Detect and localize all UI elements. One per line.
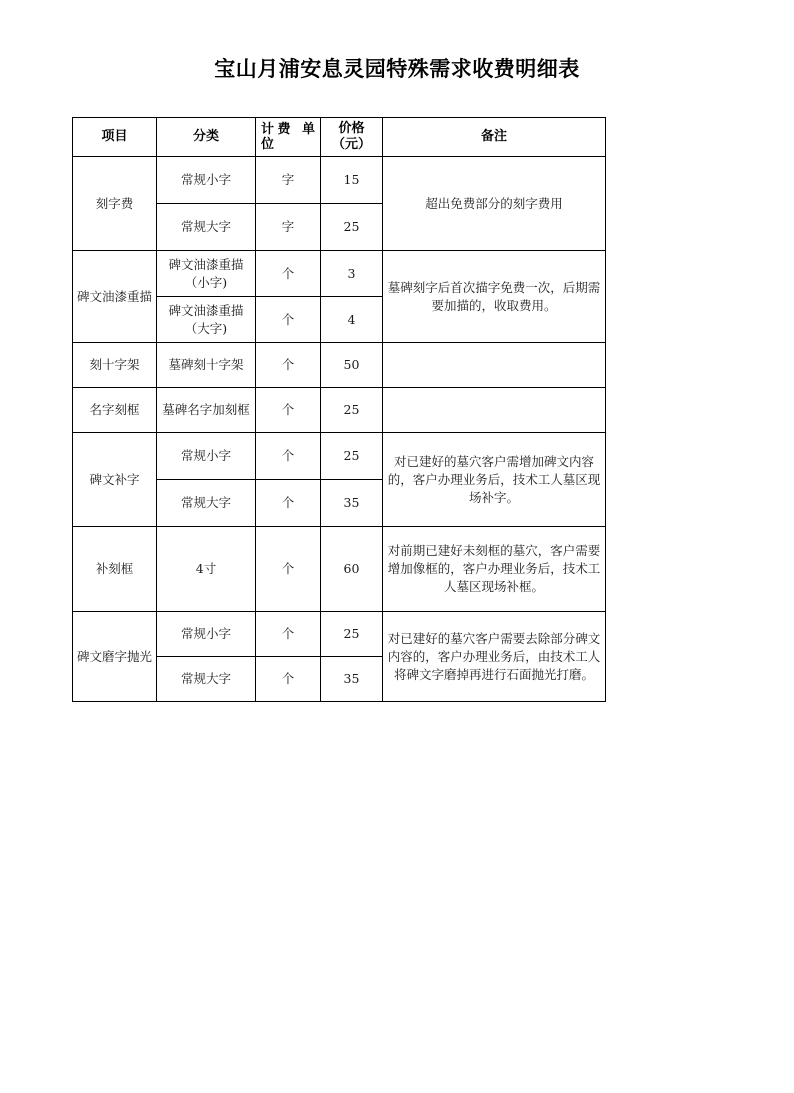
cell-item: 碑文磨字抛光 xyxy=(73,612,157,702)
cell-remark: 对已建好的墓穴客户需要去除部分碑文内容的，客户办理业务后，由技术工人将碑文字磨掉再进行石面抛光打磨。 xyxy=(383,612,606,702)
cell-price: 25 xyxy=(321,612,383,657)
cell-category-line2: （小字) xyxy=(184,274,228,290)
cell-unit: 个 xyxy=(256,297,321,343)
cell-price: 50 xyxy=(321,343,383,388)
cell-unit: 个 xyxy=(256,657,321,702)
column-header-unit-line1: 计费 单 xyxy=(261,122,315,137)
cell-item: 名字刻框 xyxy=(73,388,157,433)
cell-category-line2: （大字) xyxy=(184,320,228,336)
column-header-price-line2: （元） xyxy=(331,137,371,152)
cell-unit: 个 xyxy=(256,480,321,527)
cell-category: 常规小字 xyxy=(157,433,256,480)
cell-unit: 个 xyxy=(256,251,321,297)
cell-category xyxy=(157,251,256,297)
cell-price: 3 xyxy=(321,251,383,297)
cell-category: 常规大字 xyxy=(157,480,256,527)
cell-price: 25 xyxy=(321,388,383,433)
fee-table-container xyxy=(72,117,605,702)
fee-table xyxy=(72,117,606,702)
column-header-price xyxy=(321,118,383,157)
cell-price: 25 xyxy=(321,433,383,480)
table-header xyxy=(73,118,606,157)
column-header-unit xyxy=(256,118,321,157)
table-row xyxy=(73,343,606,388)
table-row xyxy=(73,433,606,480)
cell-item: 刻字费 xyxy=(73,157,157,251)
cell-category: 墓碑名字加刻框 xyxy=(157,388,256,433)
cell-remark xyxy=(383,343,606,388)
cell-price: 15 xyxy=(321,157,383,204)
cell-category xyxy=(157,297,256,343)
cell-category-line1: 碑文油漆重描 xyxy=(168,256,244,272)
cell-item: 补刻框 xyxy=(73,527,157,612)
cell-price: 60 xyxy=(321,527,383,612)
cell-remark: 对前期已建好未刻框的墓穴，客户需要增加像框的，客户办理业务后，技术工人墓区现场补框。 xyxy=(383,527,606,612)
cell-category: 常规大字 xyxy=(157,204,256,251)
cell-category: 常规小字 xyxy=(157,157,256,204)
column-header-item: 项目 xyxy=(73,118,157,157)
table-body xyxy=(73,157,606,702)
column-header-price-line1: 价格 xyxy=(338,121,365,136)
cell-remark: 墓碑刻字后首次描字免费一次，后期需要加描的，收取费用。 xyxy=(383,251,606,343)
cell-item: 碑文油漆重描 xyxy=(73,251,157,343)
table-row xyxy=(73,157,606,204)
cell-unit: 个 xyxy=(256,343,321,388)
table-row xyxy=(73,527,606,612)
cell-remark xyxy=(383,388,606,433)
table-header-row xyxy=(73,118,606,157)
cell-category: 常规大字 xyxy=(157,657,256,702)
cell-item: 碑文补字 xyxy=(73,433,157,527)
cell-price: 35 xyxy=(321,480,383,527)
cell-unit: 字 xyxy=(256,157,321,204)
column-header-remark: 备注 xyxy=(383,118,606,157)
cell-price: 25 xyxy=(321,204,383,251)
page-title: 宝山月浦安息灵园特殊需求收费明细表 xyxy=(214,57,580,81)
column-header-category: 分类 xyxy=(157,118,256,157)
cell-category: 4寸 xyxy=(157,527,256,612)
cell-unit: 字 xyxy=(256,204,321,251)
cell-unit: 个 xyxy=(256,527,321,612)
table-row xyxy=(73,612,606,657)
cell-remark: 超出免费部分的刻字费用 xyxy=(383,157,606,251)
cell-item: 刻十字架 xyxy=(73,343,157,388)
table-row xyxy=(73,251,606,297)
cell-category: 墓碑刻十字架 xyxy=(157,343,256,388)
cell-unit: 个 xyxy=(256,388,321,433)
cell-unit: 个 xyxy=(256,433,321,480)
cell-price: 4 xyxy=(321,297,383,343)
cell-category: 常规小字 xyxy=(157,612,256,657)
cell-unit: 个 xyxy=(256,612,321,657)
cell-price: 35 xyxy=(321,657,383,702)
column-header-unit-line2: 位 xyxy=(261,137,275,152)
table-row xyxy=(73,388,606,433)
cell-category-line1: 碑文油漆重描 xyxy=(168,302,244,318)
cell-remark: 对已建好的墓穴客户需增加碑文内容的，客户办理业务后，技术工人墓区现场补字。 xyxy=(383,433,606,527)
